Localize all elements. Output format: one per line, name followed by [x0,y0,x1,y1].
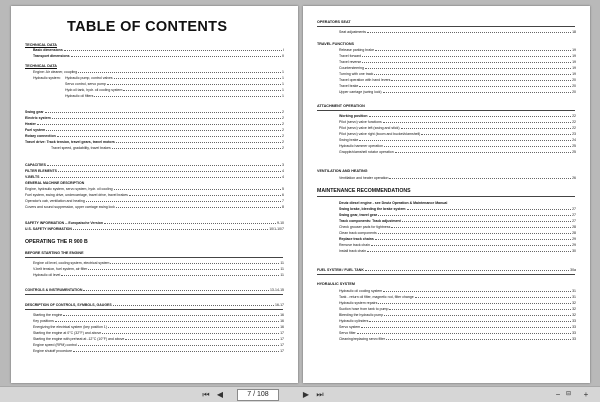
toc-entry[interactable]: Pilot (servo) valve left (swing and stick) 22 [339,126,576,130]
last-page-icon[interactable]: ⏭ [316,390,324,399]
toc-entry[interactable]: Fuel system, swing drive, undercarriage, travel drive, travel brakes 6 [25,193,284,197]
toc-entry[interactable]: Remove track chain 29 [339,243,576,247]
prev-page-icon[interactable]: ◀ [216,390,224,399]
toc-entry[interactable]: DESCRIPTION OF CONTROLS, SYMBOLS, GAUGES 16-17 [25,303,284,307]
operating-heading: OPERATING THE R 900 B [25,239,88,245]
toc-entry[interactable]: Pilot (servo) valve right (boom and bucket/clamshell) 23 [339,132,576,136]
viewer-toolbar [0,386,600,402]
divider [25,257,283,258]
toc-entry[interactable]: Upper carriage (swing lock) 20 [339,90,576,94]
zoom-in-icon[interactable]: + [583,390,589,399]
toc-entry[interactable]: Travel speed, gradability, travel brakes 2 [51,146,284,150]
toc-entry[interactable]: Travel forward 19 [339,54,576,58]
toc-entry[interactable]: Release parking brake 19 [339,48,576,52]
toc-entry[interactable]: Hydraulic oil level 11 [33,273,284,277]
toc-entry[interactable]: Engine: Air cleaner, coupling 1 [33,70,284,74]
toc-entry[interactable]: Hydraulic oil cooling system 31 [339,289,576,293]
toc-entry[interactable]: Servo control, servo pump 1 [65,82,284,86]
toc-entry[interactable]: Pilot (servo) valve functions 22 [339,120,576,124]
toc-entry[interactable]: Countersteering 19 [339,66,576,70]
toc-entry[interactable]: Cleaning/replacing servo filter 33 [339,337,576,341]
toc-entry[interactable]: Swing gear, travel gear 27 [339,213,576,217]
toc-entry[interactable]: V-belt tension, fuel system, air filter 11 [33,267,284,271]
toc-heading: GENERAL MACHINE DESCRIPTION [25,181,85,185]
toc-entry[interactable]: Starting the engine 16 [33,313,284,317]
toc-entry[interactable]: SAFETY INFORMATION -- Europaische Version 9-10 [25,221,284,225]
maintenance-heading: MAINTENANCE RECOMMENDATIONS [317,188,411,194]
toc-entry[interactable]: Swing gear 2 [25,110,284,114]
toc-entry[interactable]: Hydraulic system repairs 32 [339,301,576,305]
deutz-note: Deutz diesel engine - see Deutz Operation & Maintenance Manual [339,201,448,205]
ventilation-heading: VENTILATION AND HEATING [317,169,368,173]
toc-entry[interactable]: Hydraulic pump, control valves 1 [65,76,284,80]
toc-entry[interactable]: Rotary connection 2 [25,134,284,138]
toc-entry[interactable]: Travel drive: Track tension, travel gears, travel motors 2 [25,140,284,144]
first-page-icon[interactable]: ⏮ [202,390,210,399]
attachment-heading: ATTACHMENT OPERATION [317,104,365,108]
toc-entry[interactable]: Starting the engine at 0°C (32°F) and above 17 [33,331,284,335]
toc-entry[interactable]: Engine oil level, cooling system, electrical system 11 [33,261,284,265]
toc-entry[interactable]: Tank - return oil filter, magnetic rod, filter change 31 [339,295,576,299]
toc-entry[interactable]: Fuel system 2 [25,128,284,132]
zoom-out-icon[interactable]: − [555,390,561,399]
toc-entry[interactable]: CONTROLS & INSTRUMENTATION 13-14-15 [25,288,284,292]
toc-entry[interactable]: Engine speed (RPM) control 17 [33,343,284,347]
toc-entry[interactable]: Track components: Track adjustment 27 [339,219,576,223]
toc-entry[interactable]: Ventilation and heater operation 26 [339,176,576,180]
divider [317,274,575,275]
toc-entry[interactable]: Servo system 33 [339,325,576,329]
toc-entry[interactable]: Swing brake 24 [339,138,576,142]
toc-entry[interactable]: Heater 2 [25,122,284,126]
hydraulic-system-label: Hydraulic system: [33,76,61,80]
next-page-icon[interactable]: ▶ [302,390,310,399]
toc-entry[interactable]: Check grouser pads for tightness 28 [339,225,576,229]
divider [317,26,575,27]
toc-entry[interactable]: Travel brake 20 [339,84,576,88]
toc-entry[interactable]: Clean track components 28 [339,231,576,235]
toc-entry[interactable]: Seat adjustments 18 [339,30,576,34]
toc-entry[interactable]: Basic dimensions I [33,48,284,52]
page-title: TABLE OF CONTENTS [67,19,228,35]
section-technical-data: TECHNICAL DATA [25,43,57,47]
toc-entry[interactable]: Install track chain 30 [339,249,576,253]
toc-entry[interactable]: Working position 22 [339,114,576,118]
toc-entry[interactable]: U.S. SAFETY INFORMATION 10/1-10/7 [25,227,284,231]
toc-entry[interactable]: Key positions 16 [33,319,284,323]
toc-entry[interactable]: Hydraulic oil filters 1 [65,94,284,98]
toc-entry[interactable]: Engine shutoff procedure 17 [33,349,284,353]
toc-entry[interactable]: Travel operation with hand levers 20 [339,78,576,82]
divider [25,309,283,310]
toc-entry[interactable]: Grapple/clamshell rotator operation 25 [339,150,576,154]
toc-entry[interactable]: Hydraulic hammer operation 25 [339,144,576,148]
hydraulic-heading: HYDRAULIC SYSTEM [317,282,355,286]
toc-entry[interactable]: Hydraulic cylinders 33 [339,319,576,323]
toc-entry[interactable]: FILTER ELEMENTS 4 [25,169,284,173]
page-right [303,6,590,383]
divider [317,196,575,197]
toc-entry[interactable]: Travel reverse 19 [339,60,576,64]
divider [25,294,283,295]
toc-entry[interactable]: Swing brake, bleeding the brake system 27 [339,207,576,211]
toc-entry[interactable]: Replace track chains 29 [339,237,576,241]
divider [317,110,575,111]
toc-entry[interactable]: Suction hose from tank to pump 32 [339,307,576,311]
toc-entry[interactable]: Covers and sound suppression, upper carriage swing lock 8 [25,205,284,209]
page-left [11,6,298,383]
toc-entry[interactable]: Operator's cab, ventilation and heating 7 [25,199,284,203]
toc-entry[interactable]: Transport dimensions II [33,54,284,58]
page-number-input[interactable]: 7 / 108 [237,389,279,401]
toc-entry[interactable]: Energizing the electrical system (key position 1) 16 [33,325,284,329]
before-starting-heading: BEFORE STARTING THE ENGINE [25,251,84,255]
toc-entry[interactable]: V-BELTS 4 [25,175,284,179]
toc-entry[interactable]: FUEL SYSTEM / FUEL TANK 30a [317,268,576,272]
toc-entry[interactable]: Hydr.oil tank, hydr. oil cooling system 1 [65,88,284,92]
toc-entry[interactable]: Starting the engine with preheat at -12°C (10°F) and above 17 [33,337,284,341]
toc-entry[interactable]: Engine, hydraulic system, servo system, hydr. oil cooling 5 [25,187,284,191]
operators-seat-heading: OPERATORS SEAT [317,20,351,24]
toc-entry[interactable]: CAPACITIES 3 [25,163,284,167]
toc-entry[interactable]: Bleeding the hydraulic pump 32 [339,313,576,317]
toc-entry[interactable]: Turning with one track 19 [339,72,576,76]
travel-functions-heading: TRAVEL FUNCTIONS [317,42,354,46]
fit-page-icon[interactable]: ⊟ [566,391,572,397]
toc-entry[interactable]: Servo filter 33 [339,331,576,335]
toc-entry[interactable]: Electric system 2 [25,116,284,120]
section-technical-data-2: TECHNICAL DATA [25,64,57,68]
